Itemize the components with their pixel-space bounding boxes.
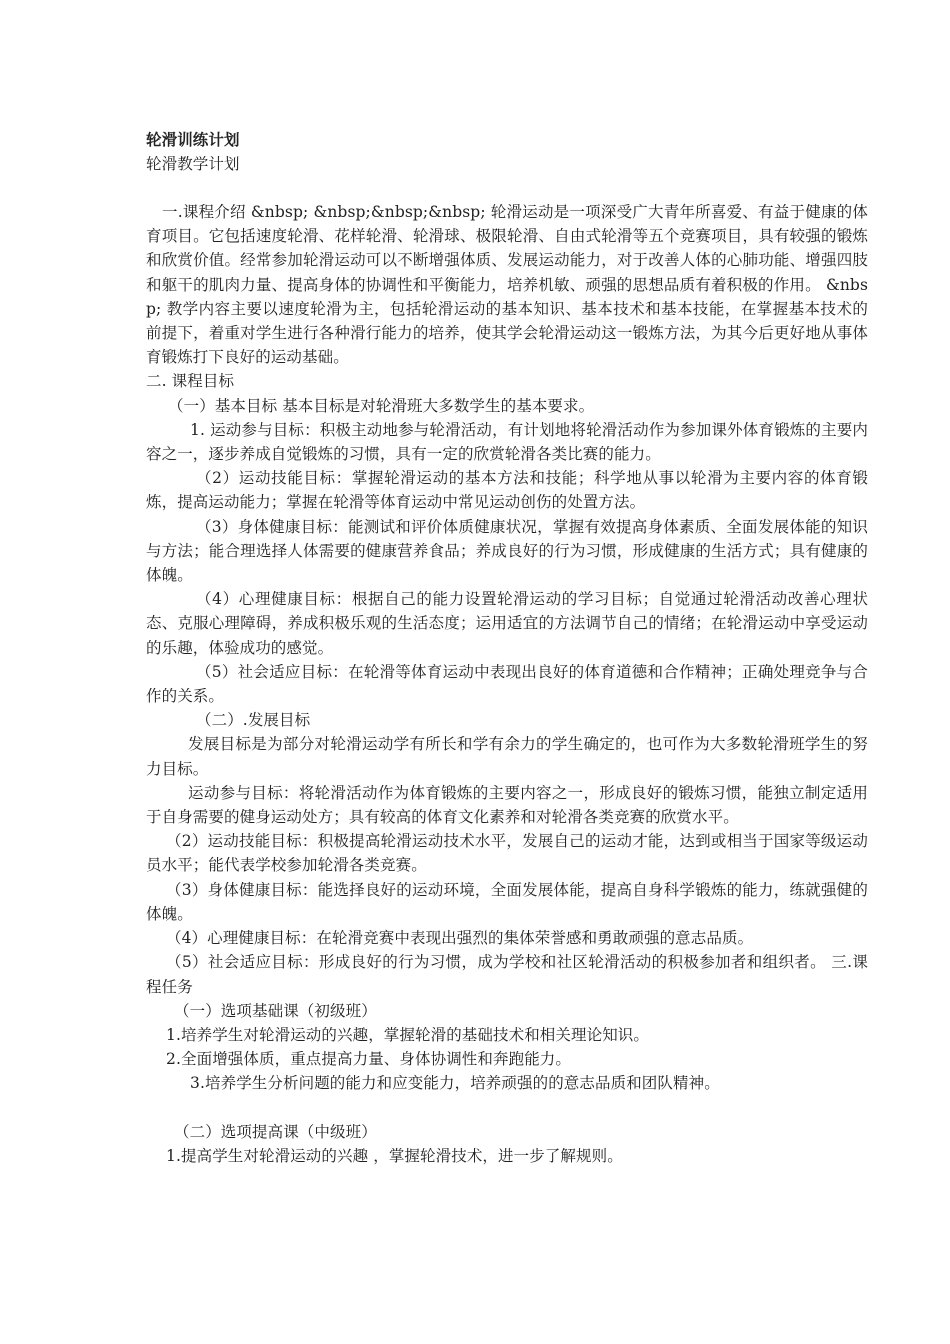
development-goals-heading: （二）.发展目标 (196, 711, 311, 730)
development-goal-participation: 运动参与目标：将轮滑活动作为体育锻炼的主要内容之一，形成良好的锻炼习惯，能独立制定适用于自身需要的健身运动处方；具有较高的体育文化素养和对轮滑各类竞赛的欣赏水平。 (146, 783, 868, 827)
development-goal-mental-health: （4）心理健康目标：在轮滑竞赛中表现出强烈的集体荣誉感和勇敢顽强的意志品质。 (166, 929, 754, 948)
basic-course-heading: （一）选项基础课（初级班） (174, 1001, 377, 1020)
basic-goal-participation: 1. 运动参与目标：积极主动地参与轮滑活动，有计划地将轮滑活动作为参加课外体育锻炼的主要内容之一，逐步养成自觉锻炼的习惯，具有一定的欣赏轮滑各类比赛的能力。 (146, 420, 868, 464)
basic-goal-social-adaptation: （5）社会适应目标：在轮滑等体育运动中表现出良好的体育道德和合作精神；正确处理竞争与合作的关系。 (146, 662, 868, 706)
blank-line (146, 176, 868, 200)
development-goal-skills: （2）运动技能目标：积极提高轮滑运动技术水平，发展自己的运动才能，达到或相当于国家等级运动员水平；能代表学校参加轮滑各类竞赛。 (146, 832, 868, 875)
section-heading-course-goals: 二. 课程目标 (146, 372, 235, 391)
basic-course-task-1: 1.培养学生对轮滑运动的兴趣，掌握轮滑的基础技术和相关理论知识。 (166, 1025, 649, 1044)
basic-course-task-3: 3.培养学生分析问题的能力和应变能力，培养顽强的的意志品质和团队精神。 (190, 1074, 720, 1093)
development-goal-physical-health: （3）身体健康目标：能选择良好的运动环境，全面发展体能，提高自身科学锻炼的能力，练就强健的体魄。 (146, 880, 868, 923)
document-page (146, 128, 868, 1168)
document-subtitle: 轮滑教学计划 (146, 155, 240, 173)
basic-goals-heading: （一）基本目标 基本目标是对轮滑班大多数学生的基本要求。 (168, 396, 595, 415)
development-goals-intro: 发展目标是为部分对轮滑运动学有所长和学有余力的学生确定的，也可作为大多数轮滑班学生的努力目标。 (146, 735, 868, 778)
development-goal-social-adaptation: （5）社会适应目标：形成良好的行为习惯，成为学校和社区轮滑活动的积极参加者和组织者。 三.课程任务 (146, 953, 868, 996)
basic-goal-mental-health: （4）心理健康目标：根据自己的能力设置轮滑运动的学习目标；自觉通过轮滑活动改善心理状态、克服心理障碍，养成积极乐观的生活态度；运用适宜的方法调节自己的情绪；在轮滑运动中享受运动的乐趣，体验成功的感觉。 (146, 590, 868, 657)
blank-line (146, 1096, 868, 1120)
advanced-course-task-1: 1.提高学生对轮滑运动的兴趣 ，掌握轮滑技术，进一步了解规则。 (166, 1146, 623, 1165)
basic-goal-skills: （2）运动技能目标：掌握轮滑运动的基本方法和技能；科学地从事以轮滑为主要内容的体育锻炼，提高运动能力；掌握在轮滑等体育运动中常见运动创伤的处置方法。 (146, 469, 868, 512)
document-title: 轮滑训练计划 (146, 130, 240, 149)
advanced-course-heading: （二）选项提高课（中级班） (174, 1122, 377, 1141)
basic-course-task-2: 2.全面增强体质，重点提高力量、身体协调性和奔跑能力。 (166, 1050, 571, 1069)
course-intro-paragraph: 一.课程介绍 &nbsp; &nbsp;&nbsp;&nbsp; 轮滑运动是一项深受广大青年所喜爱、有益于健康的体育项目。它包括速度轮滑、花样轮滑、轮滑球、极限轮滑、自由式轮滑等五个竞赛项目，具有较强的锻炼和欣赏价值。经常参加轮滑运动可以不断增强体质、发展运动能力，对于改善人体的心肺功能、增强四肢和躯干的肌肉力量、提高身体的协调性和平衡能力，培养机敏、顽强的思想品质有着积极的作用。 &nbsp; 教学内容主要以速度轮滑为主，包括轮滑运动的基本知识、基本技术和基本技能，在掌握基本技术的前提下，着重对学生进行各种滑行能力的培养，使其学会轮滑运动这一锻炼方法，为其今后更好地从事体育锻炼打下良好的运动基础。 (146, 203, 868, 367)
basic-goal-physical-health: （3）身体健康目标：能测试和评价体质健康状况，掌握有效提高身体素质、全面发展体能的知识与方法；能合理选择人体需要的健康营养食品；养成良好的行为习惯，形成健康的生活方式；具有健康的体魄。 (146, 517, 868, 585)
